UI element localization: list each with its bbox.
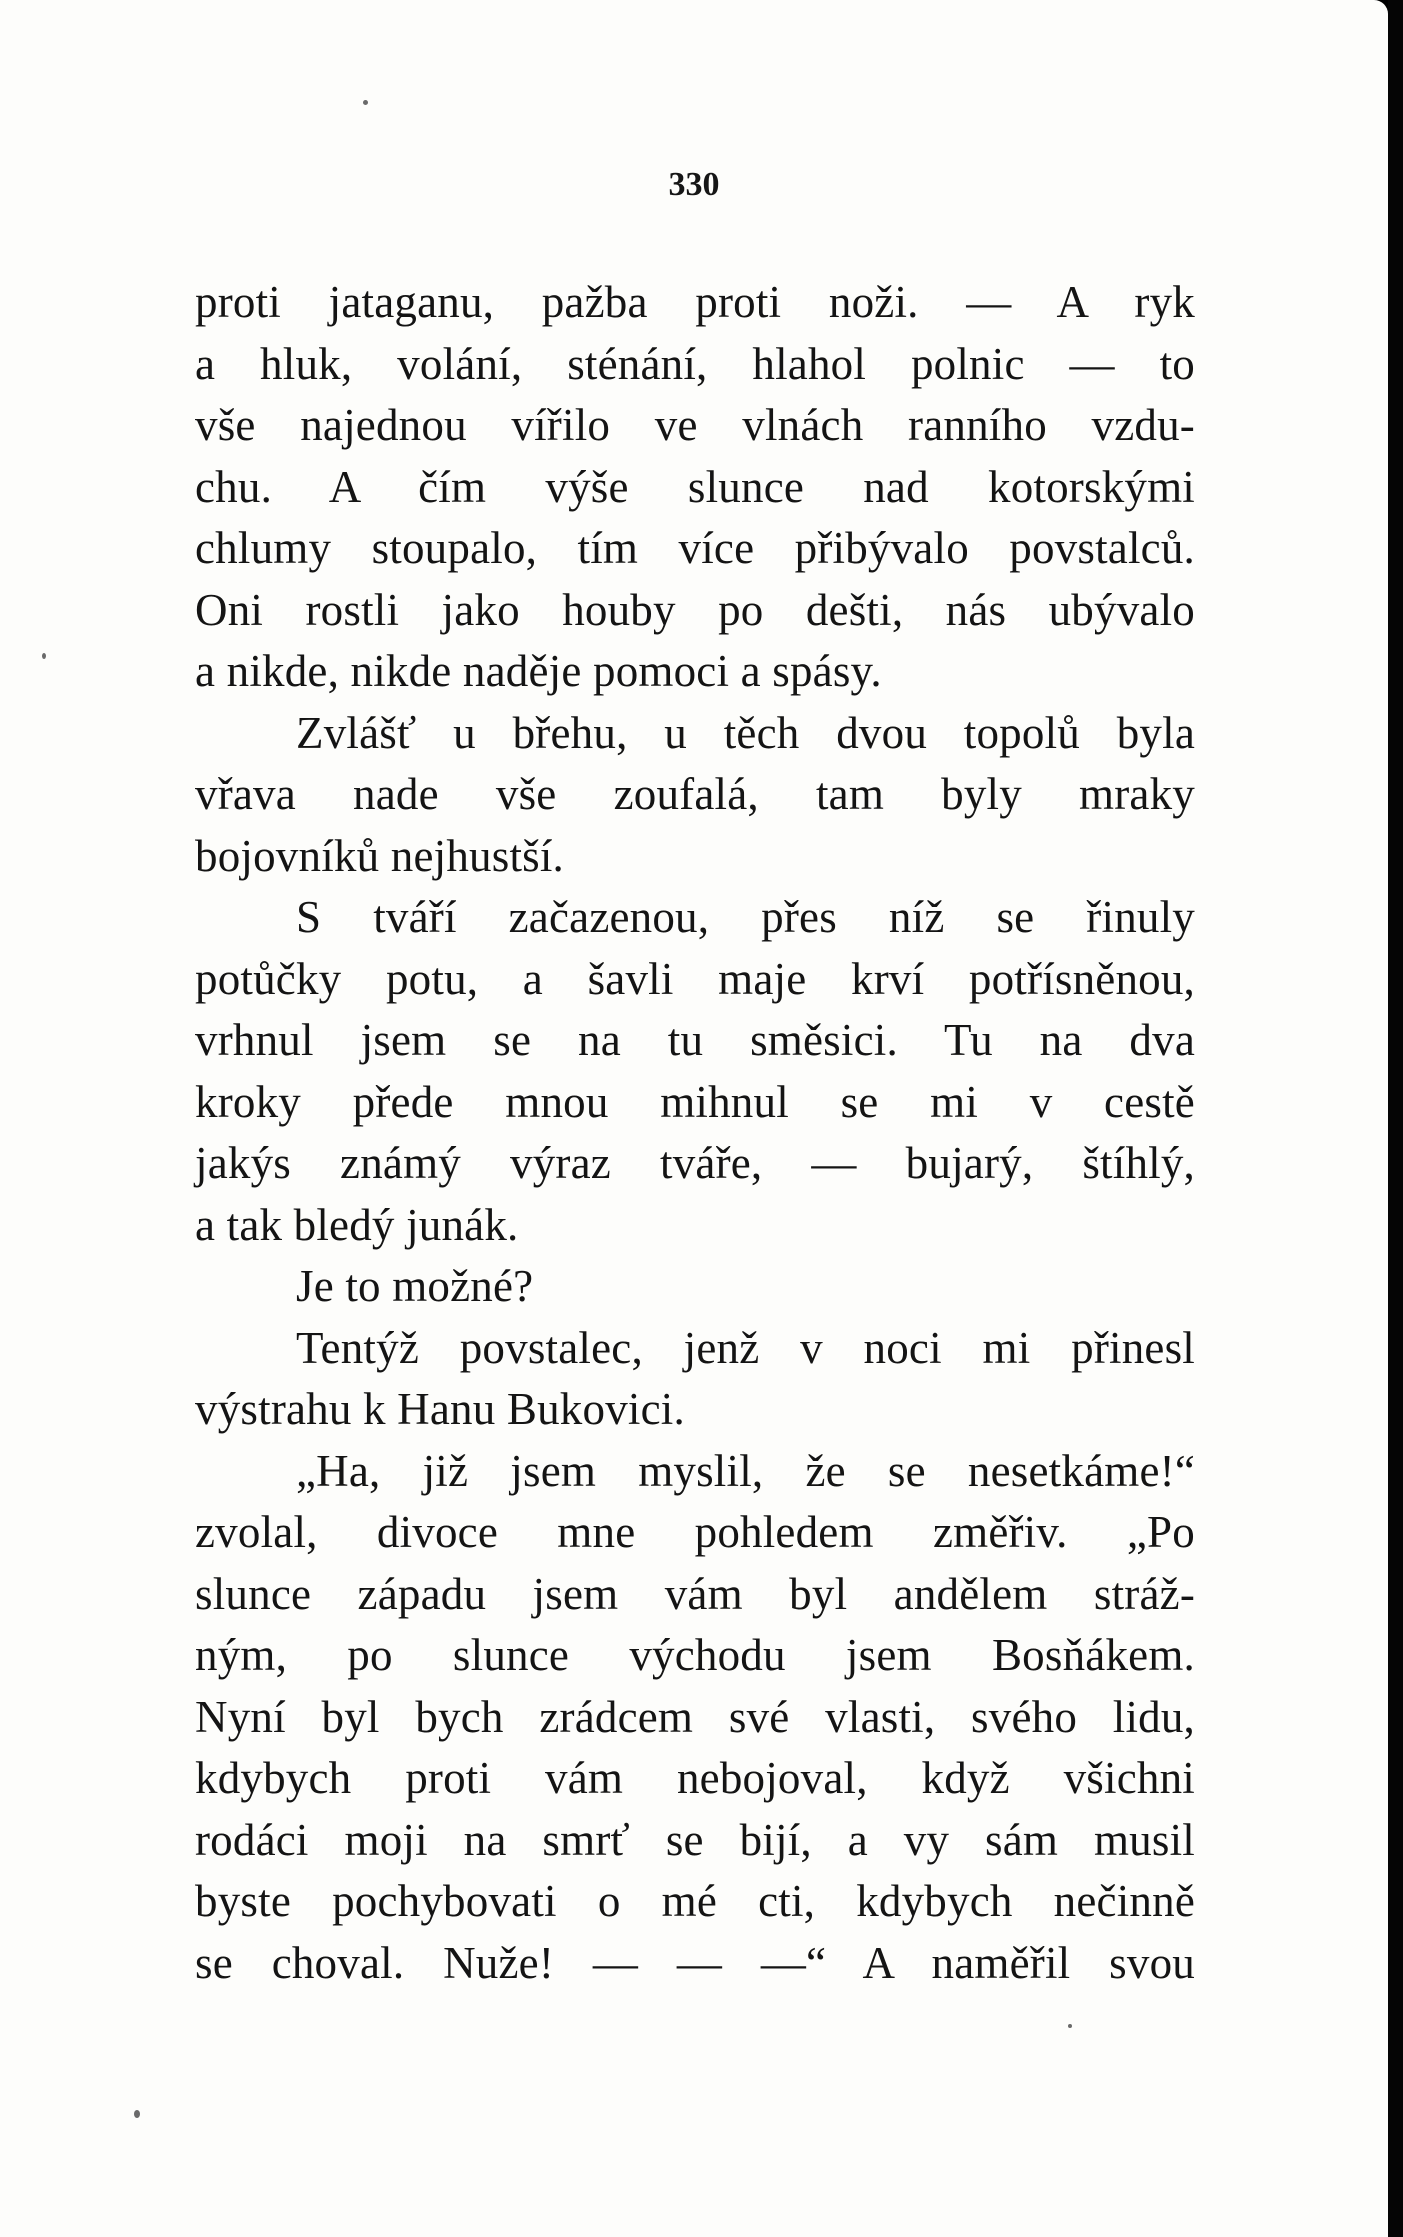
text-line: výstrahu k Hanu Bukovici. bbox=[195, 1384, 685, 1434]
text-line: vše najednou vířilo ve vlnách ranního vzdu- bbox=[195, 400, 1195, 450]
text-line: slunce západu jsem vám byl andělem stráž- bbox=[195, 1568, 1195, 1619]
text-line: „Ha, již jsem myslil, že se nesetkáme!“ bbox=[296, 1445, 1195, 1496]
text-line: a hluk, volání, sténání, hlahol polnic — to bbox=[195, 338, 1195, 389]
text-line: a tak bledý junák. bbox=[195, 1199, 519, 1250]
text-line: Je to možné? bbox=[296, 1261, 534, 1311]
text-line: ným, po slunce východu jsem Bosňákem. bbox=[195, 1630, 1195, 1680]
page-number: 330 bbox=[668, 166, 720, 203]
text-line: Zvlášť u břehu, u těch dvou topolů byla bbox=[296, 707, 1195, 758]
text-line: byste pochybovati o mé cti, kdybych nečinně bbox=[195, 1876, 1195, 1926]
paper-speck bbox=[42, 653, 46, 659]
text-line: se choval. Nuže! — — —“ A naměřil svou bbox=[195, 1937, 1195, 1988]
text-line: bojovníků nejhustší. bbox=[195, 830, 565, 881]
paper-speck bbox=[134, 2110, 140, 2118]
text-line: vřava nade vše zoufalá, tam byly mraky bbox=[195, 769, 1195, 819]
text-line: jakýs známý výraz tváře, — bujarý, štíhlý, bbox=[195, 1138, 1195, 1188]
paper-speck bbox=[1068, 2024, 1072, 2028]
text-line: potůčky potu, a šavli maje krví potřísněnou, bbox=[195, 953, 1195, 1004]
text-line: chlumy stoupalo, tím více přibývalo povstalců. bbox=[195, 523, 1195, 573]
text-line: vrhnul jsem se na tu směsici. Tu na dva bbox=[195, 1015, 1195, 1065]
text-line: Oni rostli jako houby po dešti, nás ubývalo bbox=[195, 584, 1195, 635]
text-line: chu. A čím výše slunce nad kotorskými bbox=[195, 461, 1195, 512]
text-line: proti jataganu, pažba proti noži. — A ryk bbox=[195, 277, 1195, 327]
body-text bbox=[195, 272, 1195, 1994]
paper-speck bbox=[363, 100, 368, 105]
text-line: a nikde, nikde naděje pomoci a spásy. bbox=[195, 646, 882, 696]
text-line: kroky přede mnou mihnul se mi v cestě bbox=[195, 1076, 1195, 1127]
text-line: kdybych proti vám nebojoval, když všichni bbox=[195, 1753, 1195, 1803]
text-line: S tváří začazenou, přes níž se řinuly bbox=[296, 892, 1195, 942]
text-line: Nyní byl bych zrádcem své vlasti, svého lidu, bbox=[195, 1691, 1195, 1742]
text-line: zvolal, divoce mne pohledem změřiv. „Po bbox=[195, 1507, 1195, 1557]
page-edge bbox=[1388, 0, 1403, 2237]
text-line: rodáci moji na smrť se bijí, a vy sám musil bbox=[195, 1814, 1195, 1865]
text-line: Tentýž povstalec, jenž v noci mi přinesl bbox=[296, 1322, 1195, 1373]
